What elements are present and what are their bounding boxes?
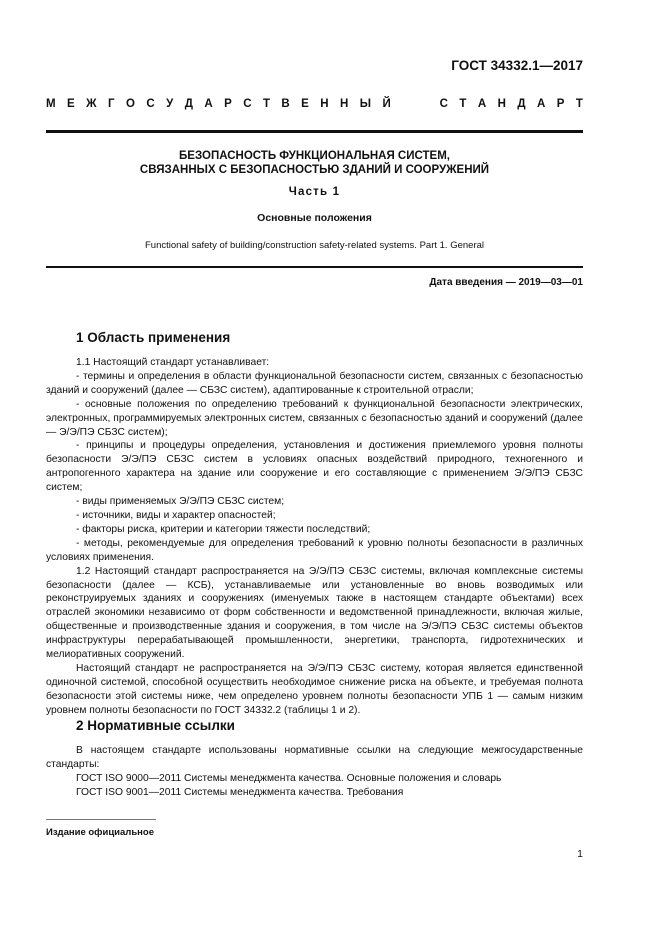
section1-paragraph: - термины и определения в области функциональной безопасности систем, связанных с безопасностью зданий и сооружений (далее — СБЗС систем), адаптированные к строительной отрасли; xyxy=(46,370,583,396)
banner-letter: Н xyxy=(340,98,349,110)
banner-letter: Е xyxy=(67,98,75,110)
section-2-body xyxy=(46,744,583,800)
banner-letter: Н xyxy=(320,98,329,110)
banner-letter: Р xyxy=(556,98,565,110)
banner-letter: О xyxy=(125,98,135,110)
english-title: Functional safety of building/construction safety-related systems. Part 1. General xyxy=(145,240,484,251)
title-divider xyxy=(46,266,583,268)
page-number: 1 xyxy=(577,848,583,860)
introduction-date: Дата введения — 2019—03—01 xyxy=(429,277,583,288)
part-label: Часть 1 xyxy=(288,186,341,198)
section-2-heading-text: 2 Нормативные ссылки xyxy=(76,718,235,733)
standard-code: ГОСТ 34332.1—2017 xyxy=(451,58,583,73)
banner-letter: У xyxy=(166,98,174,110)
section2-paragraph: ГОСТ ISO 9001—2011 Системы менеджмента качества. Требования xyxy=(76,786,404,798)
section1-paragraph: - методы, рекомендуемые для определения требований к уровню полноты безопасности в различных условиях применения. xyxy=(46,537,583,563)
banner-letter: С xyxy=(146,98,155,110)
section1-paragraph: Настоящий стандарт не распространяется на Э/Э/ПЭ СБЗС систему, которая является единственной одиночной системой, способной осуществить необходимое снижение риска на объекте, и требуемая полнота безопасности этой системы ниже, чем определено уровнем полноты безопасности УПБ 1 — самым низким уровнем полноты безопасности по ГОСТ 34332.2 (таблицы 1 и 2). xyxy=(46,662,583,716)
edition-label: Издание официальное xyxy=(46,827,154,838)
section2-paragraph: ГОСТ ISO 9000—2011 Системы менеджмента качества. Основные положения и словарь xyxy=(76,772,502,784)
banner-letter: Н xyxy=(497,98,506,110)
document-subtitle: Основные положения xyxy=(257,212,372,224)
banner-letter: А xyxy=(477,98,487,110)
section-1-heading xyxy=(76,330,230,345)
word-gap xyxy=(402,98,428,110)
banner-letter: Г xyxy=(107,98,115,110)
section-1-heading-text: 1 Область применения xyxy=(76,330,231,345)
header-divider xyxy=(46,130,583,133)
section1-paragraph: - основные положения по определению требований к функциональной безопасности электрических, электронных, программируемых электронных систем, связанных с безопасностью зданий и сооружений (далее — Э/Э/ПЭ СБЗС систем); xyxy=(46,398,583,438)
banner-letter: Д xyxy=(517,98,526,110)
section1-paragraph: 1.2 Настоящий стандарт распространяется на Э/Э/ПЭ СБЗС системы, включая комплексные системы безопасности (далее — КСБ), устанавливаемые или установленные во вновь возводимых или реконструируемых зданиях и сооружениях (именуемых также в настоящем стандарте объектами) всех отраслей экономики независимо от форм собственности и ведомственной принадлежности, включая жилые, общественные и производственные здания и сооружения, в том числе на Э/Э/ПЭ СБЗС системы объектов инфраструктуры перерабатывающей промышленности, энергетики, транспорта, гидротехнических и мелиоративных сооружений. xyxy=(46,565,583,661)
banner-letter: А xyxy=(204,98,213,110)
section1-paragraph: - принципы и процедуры определения, установления и достижения приемлемого уровня полноты безопасности Э/Э/ПЭ СБЗС систем в условиях опасных воздействий природного, техногенного и антропогенного характера на здание или сооружение и его составляющие с применением Э/Э/ПЭ СБЗС систем; xyxy=(46,440,583,494)
banner-letter: М xyxy=(46,98,56,110)
banner-letter: А xyxy=(536,98,546,110)
document-title xyxy=(46,149,583,177)
section1-paragraph: - виды применяемых Э/Э/ПЭ СБЗС систем; xyxy=(76,496,285,508)
banner-letter: Ы xyxy=(359,98,372,110)
section-1-body xyxy=(46,356,583,718)
section-2-heading xyxy=(76,718,235,733)
banner-letter: Д xyxy=(184,98,193,110)
banner-letter: В xyxy=(281,98,290,110)
banner-letter: Т xyxy=(262,98,270,110)
section2-paragraph: В настоящем стандарте использованы нормативные ссылки на следующие межгосударственные стандарты: xyxy=(46,745,583,770)
banner-letter: Ж xyxy=(86,98,97,110)
banner-letter: С xyxy=(439,98,448,110)
banner-letter: Е xyxy=(301,98,309,110)
section1-paragraph: - факторы риска, критерии и категории тяжести последствий; xyxy=(76,523,371,535)
section1-paragraph: - источники, виды и характер опасностей; xyxy=(76,509,276,521)
banner-letter: Т xyxy=(575,98,583,110)
banner-letter: Т xyxy=(459,98,467,110)
banner-letter: С xyxy=(243,98,252,110)
banner-letter: Р xyxy=(224,98,232,110)
banner-letter: Й xyxy=(382,98,391,110)
interstate-standard-banner xyxy=(46,98,583,110)
section1-paragraph: 1.1 Настоящий стандарт устанавливает: xyxy=(76,357,270,368)
footer-divider xyxy=(46,819,156,820)
title-line-1: БЕЗОПАСНОСТЬ ФУНКЦИОНАЛЬНАЯ СИСТЕМ, xyxy=(179,150,450,162)
title-line-2: СВЯЗАННЫХ С БЕЗОПАСНОСТЬЮ ЗДАНИЙ И СООРУЖЕНИЙ xyxy=(139,164,490,176)
